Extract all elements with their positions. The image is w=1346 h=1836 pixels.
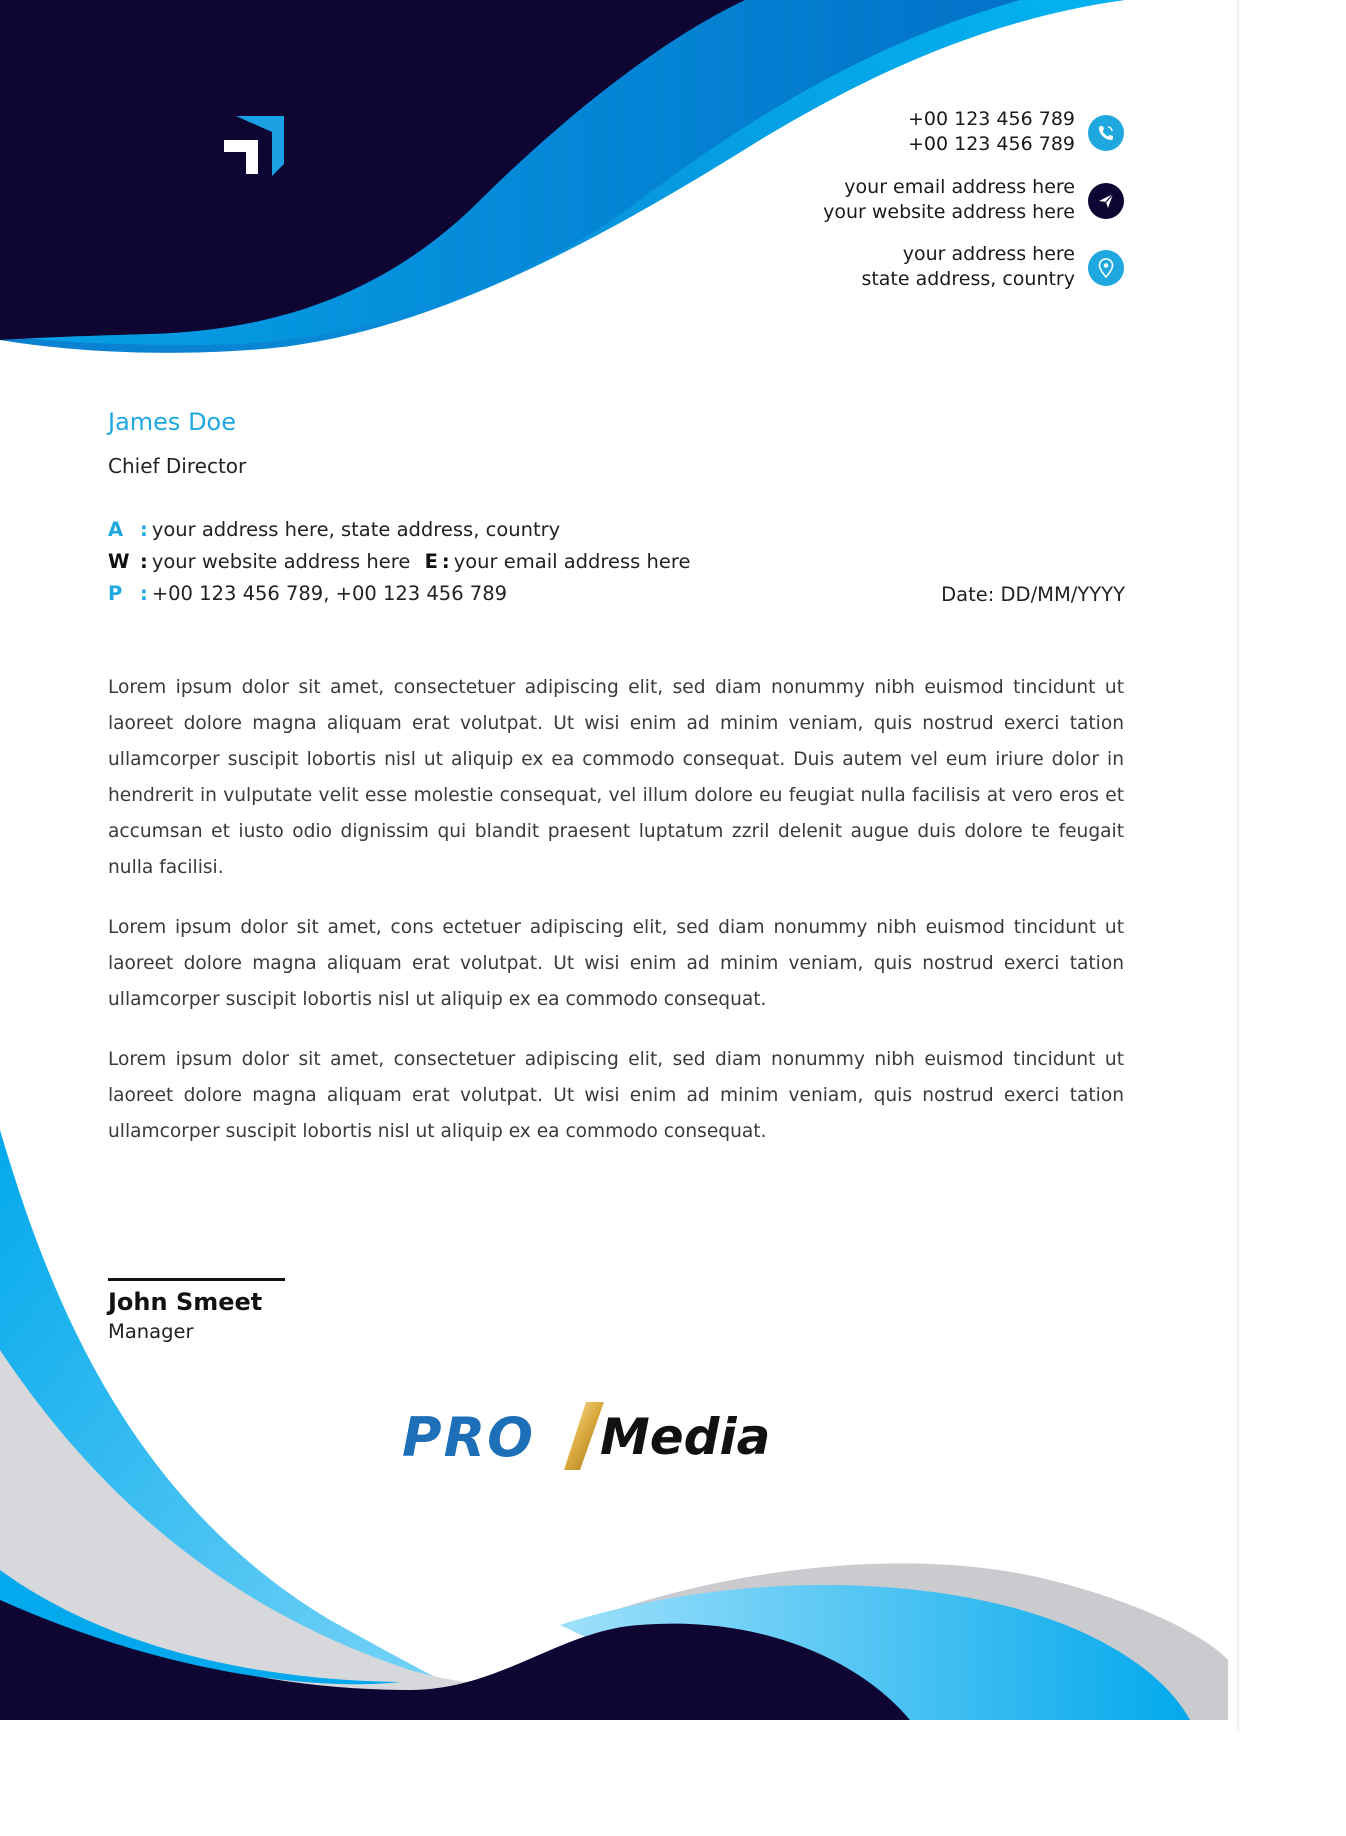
signature-line xyxy=(108,1278,285,1281)
body-paragraph-2: Lorem ipsum dolor sit amet, cons ectetuer adipiscing elit, sed diam nonummy nibh euismod tincidunt ut laoreet dolore magna aliquam erat volutpat. Ut wisi enim ad minim veniam, quis nostrud exerci tation ullamcorper suscipit lobortis nisl ut aliquip ex ea commodo consequat. xyxy=(108,917,1124,1010)
sender-title: Chief Director xyxy=(108,454,247,478)
website-text: your website address here xyxy=(823,201,1075,223)
logo-pro-text: PRO xyxy=(402,1406,536,1469)
body-paragraph-1: Lorem ipsum dolor sit amet, consectetuer adipiscing elit, sed diam nonummy nibh euismod tincidunt ut laoreet dolore magna aliquam erat volutpat. Ut wisi enim ad minim veniam, quis nostrud exerci tation ullamcorper suscipit lobortis nisl ut aliquip ex ea commodo consequat. Duis autem vel eum iriure dolor in hendrerit in vulputate velit esse molestie consequat, vel illum dolore eu feugiat nulla facilisis at vero eros et accumsan et iusto odio dignissim qui blandit praesent luptatum zzril delenit augue duis dolore te feugait nulla facilisi. xyxy=(108,677,1124,878)
arrow-logo-icon xyxy=(222,110,290,178)
address-block xyxy=(861,242,1075,292)
website-value: your website address here xyxy=(151,550,411,573)
page-edge xyxy=(1237,0,1240,1730)
location-pin-icon xyxy=(1088,250,1124,286)
address-label: A xyxy=(108,518,124,541)
phone-colon: : xyxy=(140,582,148,605)
address-line-2: state address, country xyxy=(861,268,1075,290)
sender-address-line xyxy=(108,518,560,541)
letter-date: Date: DD/MM/YYYY xyxy=(941,583,1125,606)
email-web-block xyxy=(823,175,1075,225)
sender-web-email-line xyxy=(108,550,690,573)
phone-block xyxy=(908,107,1075,157)
phone-value: +00 123 456 789, +00 123 456 789 xyxy=(151,582,508,605)
email-text: your email address here xyxy=(844,176,1075,198)
logo-media-text: Media xyxy=(600,1408,771,1466)
website-label: W xyxy=(108,550,130,573)
send-icon xyxy=(1088,183,1124,219)
email-value: your email address here xyxy=(453,550,691,573)
sender-name: James Doe xyxy=(108,408,236,436)
signer-title: Manager xyxy=(108,1320,194,1343)
phone-2: +00 123 456 789 xyxy=(907,133,1075,155)
phone-icon xyxy=(1088,115,1124,151)
email-label: E xyxy=(424,550,438,573)
email-colon: : xyxy=(441,550,450,573)
phone-1: +00 123 456 789 xyxy=(907,108,1075,130)
phone-label: P xyxy=(108,582,123,605)
address-value: your address here, state address, country xyxy=(151,518,561,541)
signer-name: John Smeet xyxy=(108,1288,263,1316)
address-colon: : xyxy=(140,518,148,541)
body-paragraph-3: Lorem ipsum dolor sit amet, consectetuer adipiscing elit, sed diam nonummy nibh euismod tincidunt ut laoreet dolore magna aliquam erat volutpat. Ut wisi enim ad minim veniam, quis nostrud exerci tation ullamcorper suscipit lobortis nisl ut aliquip ex ea commodo consequat. xyxy=(108,1049,1124,1142)
website-colon: : xyxy=(140,550,148,573)
sender-phone-line xyxy=(108,582,507,605)
address-line-1: your address here xyxy=(902,243,1075,265)
